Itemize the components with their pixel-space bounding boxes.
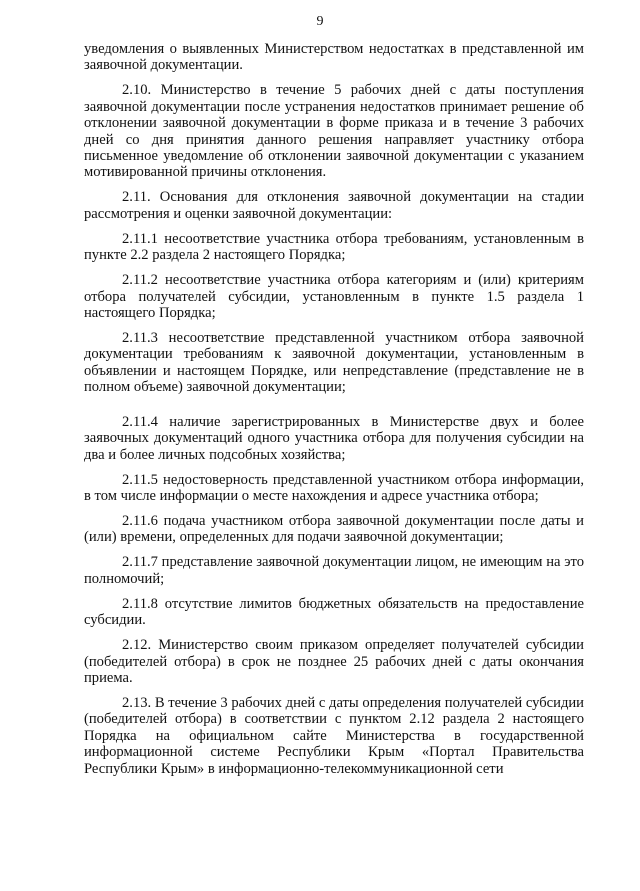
paragraph-2-11-6: 2.11.6 подача участником отбора заявочной документации после даты и (или) времени, определенных для подачи заявочной документации; bbox=[84, 512, 584, 546]
paragraph-continuation: уведомления о выявленных Министерством недостатках в представленной им заявочной документации. bbox=[84, 41, 584, 74]
paragraph-2-11-5: 2.11.5 недостоверность представленной участником отбора информации, в том числе информации о месте нахождения и адресе участника отбора; bbox=[84, 471, 584, 504]
paragraph-2-12: 2.12. Министерство своим приказом определяет получателей субсидии (победителей отбора) в срок не позднее 25 рабочих дней с даты окончания приема. bbox=[84, 637, 584, 686]
paragraph-2-11-8: 2.11.8 отсутствие лимитов бюджетных обязательств на предоставление субсидии. bbox=[84, 595, 584, 629]
paragraph-2-11: 2.11. Основания для отклонения заявочной документации на стадии рассмотрения и оценки заявочной документации: bbox=[84, 189, 584, 222]
paragraph-2-11-7: 2.11.7 представление заявочной документации лицом, не имеющим на это полномочий; bbox=[84, 554, 584, 587]
paragraph-2-11-1: 2.11.1 несоответствие участника отбора требованиям, установленным в пункте 2.2 раздела 2 настоящего Порядка; bbox=[84, 230, 584, 264]
document-body bbox=[84, 41, 584, 786]
paragraph-2-10: 2.10. Министерство в течение 5 рабочих дней с даты поступления заявочной документации после устранения недостатков принимает решение об отклонении заявочной документации в форме приказа и в течение 3 рабочих дней со дня принятия данного решения направляет участнику отбора письменное уведомление об отклонении заявочной документации с указанием мотивированной причины отклонения. bbox=[84, 82, 584, 181]
paragraph-2-11-4: 2.11.4 наличие зарегистрированных в Министерстве двух и более заявочных документаций одного участника отбора для получения субсидии на два и более личных подсобных хозяйства; bbox=[84, 413, 584, 463]
paragraph-2-11-3: 2.11.3 несоответствие представленной участником отбора заявочной документации требованиям к заявочной документации, установленным в объявлении и настоящем Порядке, или непредставление (представление не в полном объеме) заявочной документации; bbox=[84, 330, 584, 396]
page-number: 9 bbox=[316, 14, 324, 29]
paragraph-2-11-2: 2.11.2 несоответствие участника отбора категориям и (или) критериям отбора получателей субсидии, установленным в пункте 1.5 раздела 1 настоящего Порядка; bbox=[84, 272, 584, 322]
paragraph-2-13: 2.13. В течение 3 рабочих дней с даты определения получателей субсидии (победителей отбора) в соответствии с пунктом 2.12 раздела 2 настоящего Порядка на официальном сайте Министерства в государственной информационной системе Республики Крым «Портал Правительства Республики Крым» в информационно-телекоммуникационной сети bbox=[84, 694, 584, 777]
